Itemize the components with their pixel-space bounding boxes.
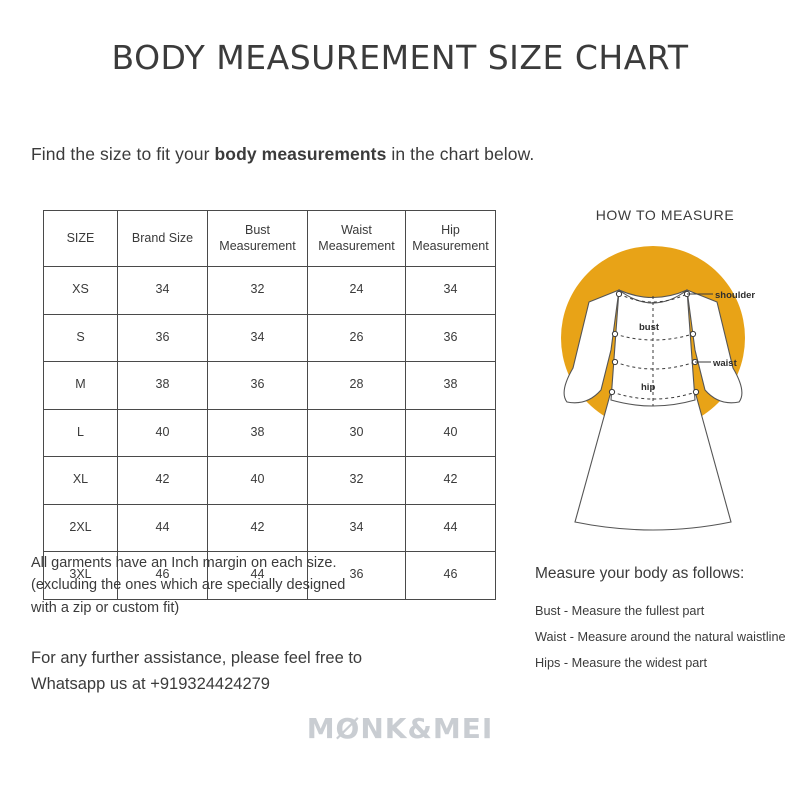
cell-size: XL <box>44 457 118 505</box>
cell-waist: 26 <box>308 314 406 362</box>
page-title: BODY MEASUREMENT SIZE CHART <box>111 38 689 77</box>
cell-bust: 44 <box>208 552 308 600</box>
column-header-size: SIZE <box>44 211 118 267</box>
cell-size: 3XL <box>44 552 118 600</box>
table-row <box>44 314 496 362</box>
size-table-wrapper <box>43 210 495 600</box>
cell-waist: 36 <box>308 552 406 600</box>
subtitle-before: Find the size to fit your <box>31 144 215 164</box>
cell-brand-size: 36 <box>118 314 208 362</box>
label-shoulder: shoulder <box>715 290 756 301</box>
cell-waist: 28 <box>308 362 406 410</box>
column-header-brand-size: Brand Size <box>118 211 208 267</box>
table-row <box>44 409 496 457</box>
column-header-hip: Hip Measurement <box>406 211 496 267</box>
table-row <box>44 457 496 505</box>
measure-guide-heading: Measure your body as follows: <box>535 565 745 582</box>
cell-brand-size: 40 <box>118 409 208 457</box>
list-item: Hips - Measure the widest part <box>535 656 708 671</box>
label-waist: waist <box>713 358 737 369</box>
subtitle-bold: body measurements <box>214 144 387 164</box>
cell-brand-size: 46 <box>118 552 208 600</box>
how-to-measure-illustration <box>515 230 800 540</box>
table-row <box>44 504 496 552</box>
assistance-text <box>31 645 471 698</box>
cell-brand-size: 38 <box>118 362 208 410</box>
cell-hip: 34 <box>406 267 496 315</box>
subtitle <box>31 144 771 165</box>
garment-notes <box>31 552 451 619</box>
cell-hip: 40 <box>406 409 496 457</box>
cell-bust: 42 <box>208 504 308 552</box>
cell-bust: 40 <box>208 457 308 505</box>
label-bust: bust <box>639 322 660 333</box>
list-item: Bust - Measure the fullest part <box>535 604 705 618</box>
measure-guide-list <box>535 598 800 676</box>
cell-bust: 32 <box>208 267 308 315</box>
cell-hip: 44 <box>406 504 496 552</box>
cell-size: S <box>44 314 118 362</box>
cell-bust: 38 <box>208 409 308 457</box>
assistance-line-2: Whatsapp us at +919324424279 <box>31 675 270 694</box>
brand-logo-watermark: MØNK&MEI <box>306 712 494 745</box>
table-row <box>44 362 496 410</box>
cell-waist: 24 <box>308 267 406 315</box>
cell-brand-size: 44 <box>118 504 208 552</box>
assistance-line-1: For any further assistance, please feel free to <box>31 649 363 667</box>
cell-hip: 46 <box>406 552 496 600</box>
label-hip: hip <box>641 382 656 393</box>
cell-hip: 42 <box>406 457 496 505</box>
cell-bust: 34 <box>208 314 308 362</box>
cell-hip: 38 <box>406 362 496 410</box>
cell-size: XS <box>44 267 118 315</box>
cell-bust: 36 <box>208 362 308 410</box>
cell-brand-size: 34 <box>118 267 208 315</box>
cell-size: L <box>44 409 118 457</box>
cell-brand-size: 42 <box>118 457 208 505</box>
table-row <box>44 267 496 315</box>
cell-waist: 32 <box>308 457 406 505</box>
column-header-bust: Bust Measurement <box>208 211 308 267</box>
note-line-3: with a zip or custom fit) <box>31 599 180 616</box>
subtitle-after: in the chart below. <box>386 144 535 164</box>
cell-size: M <box>44 362 118 410</box>
size-chart-table <box>43 210 496 600</box>
table-header-row <box>44 211 496 267</box>
cell-hip: 36 <box>406 314 496 362</box>
cell-waist: 34 <box>308 504 406 552</box>
how-to-measure-heading: HOW TO MEASURE <box>595 207 735 223</box>
column-header-waist: Waist Measurement <box>308 211 406 267</box>
cell-waist: 30 <box>308 409 406 457</box>
list-item: Waist - Measure around the natural waistline <box>535 630 786 645</box>
cell-size: 2XL <box>44 504 118 552</box>
note-line-1: All garments have an Inch margin on each size. <box>31 555 337 571</box>
note-line-2: (excluding the ones which are specially designed <box>31 577 346 594</box>
